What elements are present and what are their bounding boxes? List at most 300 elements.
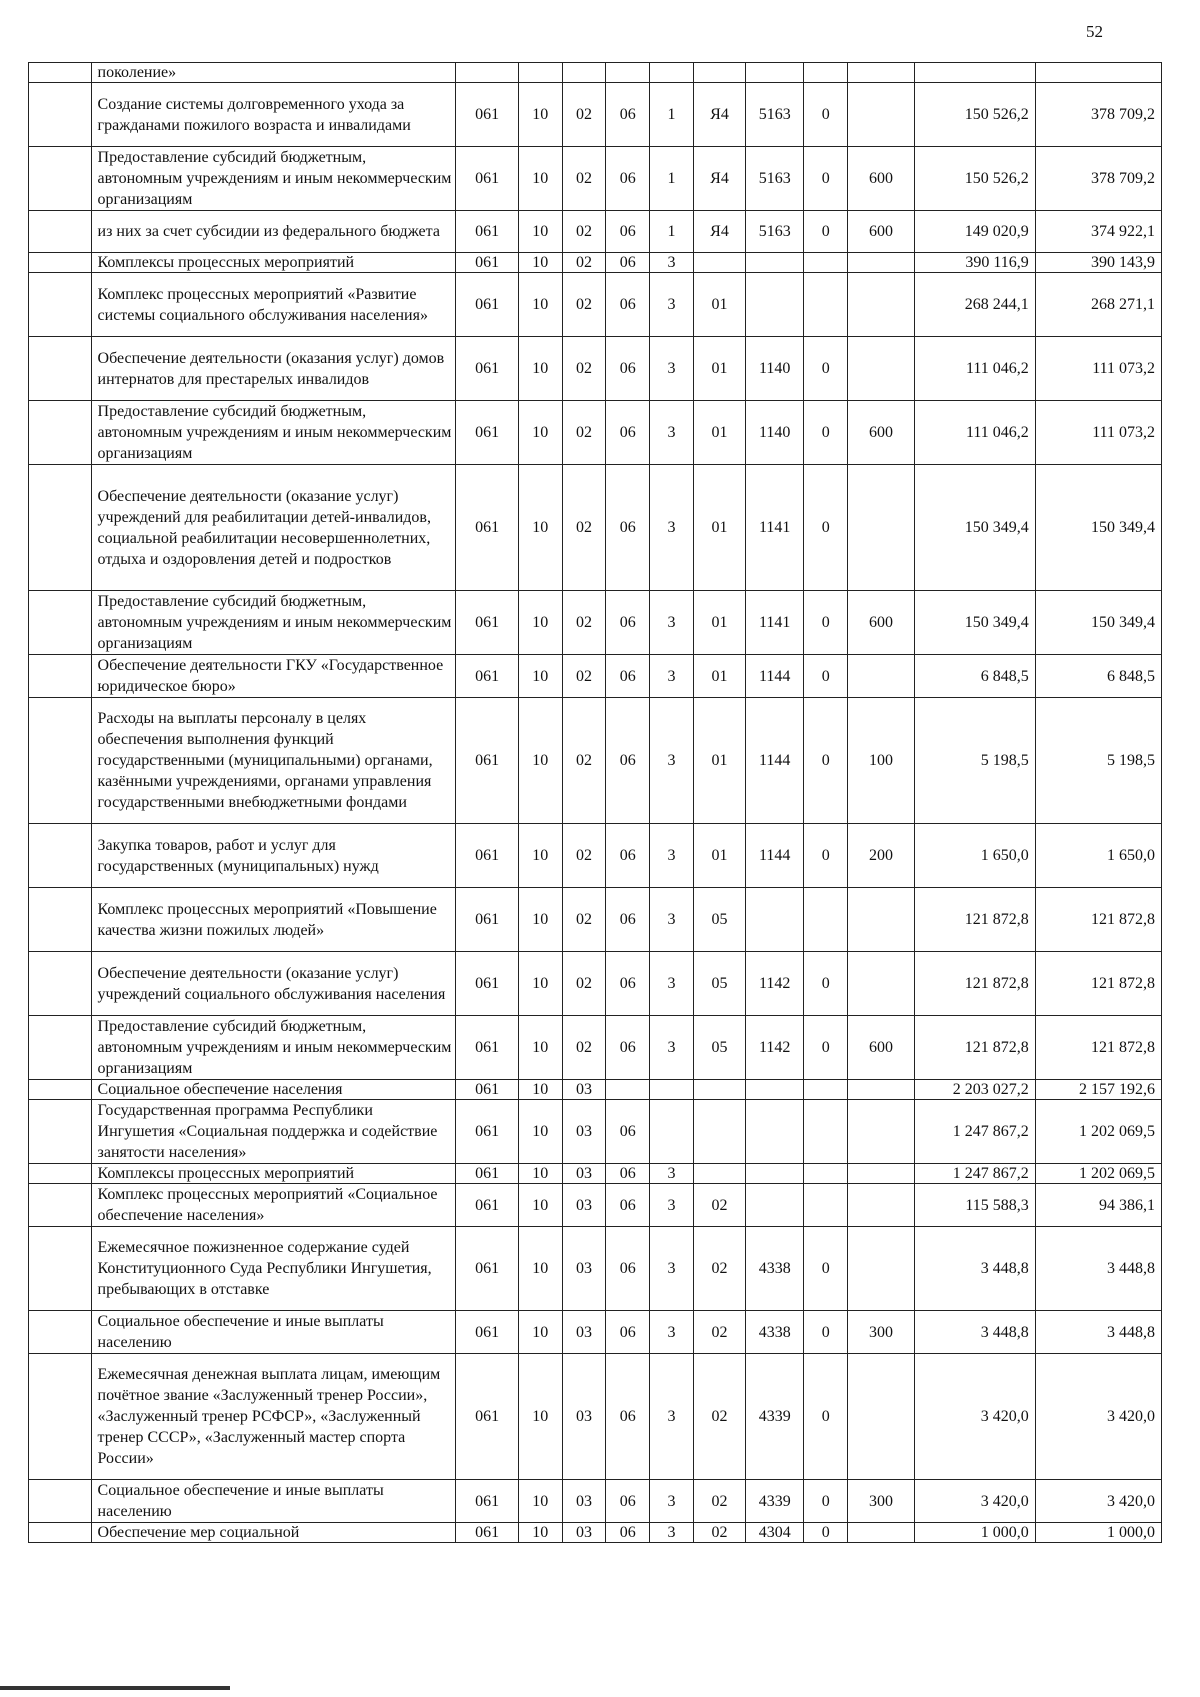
code-cell-c7: 1144 <box>746 655 804 698</box>
code-cell-c6: 02 <box>693 1227 745 1311</box>
code-cell-c8 <box>804 63 848 83</box>
table-row <box>29 1100 1162 1164</box>
row-blank-cell <box>29 1016 92 1080</box>
code-cell-c6: 01 <box>693 698 745 824</box>
code-cell-c1: 061 <box>456 1016 519 1080</box>
code-cell-c2: 10 <box>518 1480 562 1523</box>
code-cell-c9: 600 <box>848 401 915 465</box>
table-row <box>29 401 1162 465</box>
code-cell-c4: 06 <box>606 698 650 824</box>
code-cell-c4: 06 <box>606 655 650 698</box>
code-cell-c5: 3 <box>650 401 694 465</box>
code-cell-c4: 06 <box>606 253 650 273</box>
code-cell-c5 <box>650 1100 694 1164</box>
code-cell-c4: 06 <box>606 211 650 253</box>
code-cell-c6 <box>693 63 745 83</box>
row-name-cell: Социальное обеспечение и иные выплаты населению <box>91 1311 456 1354</box>
row-name-cell: Государственная программа Республики Ингушетия «Социальная поддержка и содействие занятости населения» <box>91 1100 456 1164</box>
code-cell-c9 <box>848 1184 915 1227</box>
row-name-cell: Ежемесячное пожизненное содержание судей Конституционного Суда Республики Ингушетия, пребывающих в отставке <box>91 1227 456 1311</box>
code-cell-c6: Я4 <box>693 83 745 147</box>
code-cell-c1: 061 <box>456 1523 519 1543</box>
code-cell-c7 <box>746 1164 804 1184</box>
code-cell-c3: 02 <box>562 465 606 591</box>
code-cell-c3: 02 <box>562 273 606 337</box>
row-blank-cell <box>29 1100 92 1164</box>
code-cell-c1: 061 <box>456 147 519 211</box>
code-cell-c3: 03 <box>562 1164 606 1184</box>
code-cell-c9 <box>848 83 915 147</box>
row-name-cell: поколение» <box>91 63 456 83</box>
row-blank-cell <box>29 1354 92 1480</box>
code-cell-c7: 1141 <box>746 465 804 591</box>
code-cell-c6: 01 <box>693 824 745 888</box>
code-cell-c9 <box>848 655 915 698</box>
code-cell-c5: 3 <box>650 1164 694 1184</box>
row-blank-cell <box>29 952 92 1016</box>
code-cell-c1: 061 <box>456 273 519 337</box>
amount-cell-year1: 390 116,9 <box>914 253 1035 273</box>
code-cell-c1: 061 <box>456 1311 519 1354</box>
amount-cell-year2: 3 448,8 <box>1035 1227 1161 1311</box>
code-cell-c9: 600 <box>848 211 915 253</box>
amount-cell-year2: 6 848,5 <box>1035 655 1161 698</box>
code-cell-c5: 3 <box>650 591 694 655</box>
code-cell-c7: 1144 <box>746 824 804 888</box>
code-cell-c5: 3 <box>650 1227 694 1311</box>
code-cell-c5: 3 <box>650 253 694 273</box>
code-cell-c8: 0 <box>804 1311 848 1354</box>
code-cell-c3: 02 <box>562 824 606 888</box>
code-cell-c5: 3 <box>650 1311 694 1354</box>
row-name-cell: Обеспечение деятельности (оказания услуг) домов интернатов для престарелых инвалидов <box>91 337 456 401</box>
row-name-cell: Социальное обеспечение населения <box>91 1080 456 1100</box>
code-cell-c8 <box>804 1100 848 1164</box>
code-cell-c9: 600 <box>848 591 915 655</box>
code-cell-c9: 600 <box>848 147 915 211</box>
code-cell-c8 <box>804 1164 848 1184</box>
row-blank-cell <box>29 273 92 337</box>
code-cell-c5: 3 <box>650 698 694 824</box>
code-cell-c2: 10 <box>518 888 562 952</box>
amount-cell-year1: 1 247 867,2 <box>914 1100 1035 1164</box>
amount-cell-year2: 1 202 069,5 <box>1035 1164 1161 1184</box>
code-cell-c1: 061 <box>456 824 519 888</box>
code-cell-c9 <box>848 253 915 273</box>
code-cell-c4: 06 <box>606 147 650 211</box>
code-cell-c9 <box>848 337 915 401</box>
table-row <box>29 211 1162 253</box>
row-name-cell: Социальное обеспечение и иные выплаты населению <box>91 1480 456 1523</box>
code-cell-c2: 10 <box>518 1227 562 1311</box>
code-cell-c6: Я4 <box>693 147 745 211</box>
row-blank-cell <box>29 211 92 253</box>
code-cell-c2: 10 <box>518 1311 562 1354</box>
code-cell-c2: 10 <box>518 1080 562 1100</box>
code-cell-c1: 061 <box>456 655 519 698</box>
code-cell-c7: 4339 <box>746 1480 804 1523</box>
amount-cell-year1: 1 247 867,2 <box>914 1164 1035 1184</box>
code-cell-c4: 06 <box>606 1016 650 1080</box>
amount-cell-year2: 150 349,4 <box>1035 465 1161 591</box>
code-cell-c7: 5163 <box>746 211 804 253</box>
budget-table <box>28 62 1162 1543</box>
row-blank-cell <box>29 888 92 952</box>
code-cell-c4: 06 <box>606 888 650 952</box>
code-cell-c3: 02 <box>562 253 606 273</box>
amount-cell-year1: 3 448,8 <box>914 1311 1035 1354</box>
code-cell-c7 <box>746 63 804 83</box>
code-cell-c7 <box>746 1080 804 1100</box>
code-cell-c6: 01 <box>693 465 745 591</box>
row-blank-cell <box>29 401 92 465</box>
amount-cell-year2: 121 872,8 <box>1035 952 1161 1016</box>
row-blank-cell <box>29 63 92 83</box>
amount-cell-year1: 2 203 027,2 <box>914 1080 1035 1100</box>
code-cell-c7: 1140 <box>746 337 804 401</box>
code-cell-c7: 4339 <box>746 1354 804 1480</box>
code-cell-c5: 1 <box>650 211 694 253</box>
amount-cell-year1: 115 588,3 <box>914 1184 1035 1227</box>
code-cell-c1: 061 <box>456 1354 519 1480</box>
amount-cell-year2: 378 709,2 <box>1035 83 1161 147</box>
code-cell-c1: 061 <box>456 1184 519 1227</box>
code-cell-c7: 4304 <box>746 1523 804 1543</box>
code-cell-c6: 01 <box>693 273 745 337</box>
table-row <box>29 1227 1162 1311</box>
row-blank-cell <box>29 1311 92 1354</box>
code-cell-c6 <box>693 253 745 273</box>
code-cell-c3: 02 <box>562 147 606 211</box>
code-cell-c2: 10 <box>518 1164 562 1184</box>
code-cell-c1: 061 <box>456 401 519 465</box>
code-cell-c9 <box>848 63 915 83</box>
code-cell-c9: 200 <box>848 824 915 888</box>
code-cell-c9 <box>848 1080 915 1100</box>
code-cell-c2: 10 <box>518 465 562 591</box>
code-cell-c6: 02 <box>693 1354 745 1480</box>
code-cell-c5: 1 <box>650 147 694 211</box>
row-name-cell: Комплекс процессных мероприятий «Социальное обеспечение населения» <box>91 1184 456 1227</box>
code-cell-c8: 0 <box>804 337 848 401</box>
code-cell-c8: 0 <box>804 591 848 655</box>
code-cell-c5: 3 <box>650 888 694 952</box>
code-cell-c6: Я4 <box>693 211 745 253</box>
code-cell-c4: 06 <box>606 1100 650 1164</box>
code-cell-c2: 10 <box>518 698 562 824</box>
code-cell-c4: 06 <box>606 1311 650 1354</box>
code-cell-c8: 0 <box>804 83 848 147</box>
code-cell-c8: 0 <box>804 1016 848 1080</box>
amount-cell-year1: 121 872,8 <box>914 1016 1035 1080</box>
code-cell-c4: 06 <box>606 952 650 1016</box>
code-cell-c9: 100 <box>848 698 915 824</box>
table-row <box>29 824 1162 888</box>
code-cell-c9 <box>848 1354 915 1480</box>
code-cell-c1: 061 <box>456 698 519 824</box>
amount-cell-year2: 374 922,1 <box>1035 211 1161 253</box>
amount-cell-year1: 150 349,4 <box>914 591 1035 655</box>
code-cell-c9: 300 <box>848 1480 915 1523</box>
code-cell-c2: 10 <box>518 1100 562 1164</box>
code-cell-c1: 061 <box>456 888 519 952</box>
code-cell-c9 <box>848 888 915 952</box>
code-cell-c4: 06 <box>606 591 650 655</box>
amount-cell-year2: 268 271,1 <box>1035 273 1161 337</box>
scan-artifact-line <box>0 1686 230 1690</box>
table-row <box>29 888 1162 952</box>
code-cell-c4: 06 <box>606 1354 650 1480</box>
row-blank-cell <box>29 1184 92 1227</box>
code-cell-c5: 3 <box>650 824 694 888</box>
row-blank-cell <box>29 83 92 147</box>
code-cell-c9 <box>848 1100 915 1164</box>
amount-cell-year1: 149 020,9 <box>914 211 1035 253</box>
code-cell-c3: 02 <box>562 1016 606 1080</box>
code-cell-c8: 0 <box>804 698 848 824</box>
row-name-cell: Обеспечение деятельности (оказание услуг) учреждений социального обслуживания населения <box>91 952 456 1016</box>
code-cell-c2: 10 <box>518 83 562 147</box>
row-name-cell: Создание системы долговременного ухода за гражданами пожилого возраста и инвалидами <box>91 83 456 147</box>
code-cell-c5: 3 <box>650 1016 694 1080</box>
code-cell-c8 <box>804 1184 848 1227</box>
amount-cell-year1: 6 848,5 <box>914 655 1035 698</box>
row-name-cell: Предоставление субсидий бюджетным, автономным учреждениям и иным некоммерческим организациям <box>91 401 456 465</box>
row-blank-cell <box>29 698 92 824</box>
code-cell-c8 <box>804 888 848 952</box>
code-cell-c4: 06 <box>606 1480 650 1523</box>
code-cell-c6: 05 <box>693 952 745 1016</box>
table-row <box>29 273 1162 337</box>
code-cell-c2: 10 <box>518 147 562 211</box>
code-cell-c4 <box>606 63 650 83</box>
code-cell-c9 <box>848 952 915 1016</box>
table-row <box>29 591 1162 655</box>
code-cell-c5: 3 <box>650 655 694 698</box>
code-cell-c8 <box>804 1080 848 1100</box>
code-cell-c7 <box>746 273 804 337</box>
code-cell-c5: 3 <box>650 1480 694 1523</box>
row-name-cell: Комплексы процессных мероприятий <box>91 253 456 273</box>
code-cell-c6: 01 <box>693 337 745 401</box>
code-cell-c8 <box>804 253 848 273</box>
amount-cell-year2: 1 650,0 <box>1035 824 1161 888</box>
code-cell-c4: 06 <box>606 401 650 465</box>
table-row <box>29 83 1162 147</box>
code-cell-c7: 1144 <box>746 698 804 824</box>
code-cell-c2: 10 <box>518 1523 562 1543</box>
code-cell-c2: 10 <box>518 1016 562 1080</box>
code-cell-c7: 4338 <box>746 1227 804 1311</box>
code-cell-c6: 02 <box>693 1311 745 1354</box>
code-cell-c3: 03 <box>562 1480 606 1523</box>
code-cell-c3: 03 <box>562 1080 606 1100</box>
row-blank-cell <box>29 1480 92 1523</box>
code-cell-c3: 03 <box>562 1100 606 1164</box>
code-cell-c8 <box>804 273 848 337</box>
amount-cell-year1: 3 448,8 <box>914 1227 1035 1311</box>
row-blank-cell <box>29 1164 92 1184</box>
amount-cell-year1: 121 872,8 <box>914 888 1035 952</box>
code-cell-c2: 10 <box>518 337 562 401</box>
code-cell-c8: 0 <box>804 211 848 253</box>
amount-cell-year1: 268 244,1 <box>914 273 1035 337</box>
code-cell-c7: 1141 <box>746 591 804 655</box>
code-cell-c9 <box>848 1164 915 1184</box>
table-row <box>29 147 1162 211</box>
table-row <box>29 253 1162 273</box>
code-cell-c1: 061 <box>456 337 519 401</box>
amount-cell-year2: 2 157 192,6 <box>1035 1080 1161 1100</box>
code-cell-c2: 10 <box>518 401 562 465</box>
code-cell-c1 <box>456 63 519 83</box>
code-cell-c6 <box>693 1080 745 1100</box>
amount-cell-year2 <box>1035 63 1161 83</box>
row-name-cell: Комплекс процессных мероприятий «Развитие системы социального обслуживания населения» <box>91 273 456 337</box>
row-blank-cell <box>29 655 92 698</box>
row-name-cell: Комплекс процессных мероприятий «Повышение качества жизни пожилых людей» <box>91 888 456 952</box>
code-cell-c5: 3 <box>650 1184 694 1227</box>
table-row <box>29 337 1162 401</box>
code-cell-c8: 0 <box>804 824 848 888</box>
amount-cell-year2: 3 420,0 <box>1035 1354 1161 1480</box>
code-cell-c3: 02 <box>562 211 606 253</box>
code-cell-c3: 03 <box>562 1184 606 1227</box>
row-name-cell: Закупка товаров, работ и услуг для государственных (муниципальных) нужд <box>91 824 456 888</box>
code-cell-c9 <box>848 465 915 591</box>
code-cell-c7: 1142 <box>746 1016 804 1080</box>
code-cell-c8: 0 <box>804 401 848 465</box>
amount-cell-year2: 1 202 069,5 <box>1035 1100 1161 1164</box>
code-cell-c2: 10 <box>518 1184 562 1227</box>
code-cell-c1: 061 <box>456 465 519 591</box>
table-row <box>29 952 1162 1016</box>
code-cell-c6: 01 <box>693 591 745 655</box>
amount-cell-year1: 121 872,8 <box>914 952 1035 1016</box>
code-cell-c8: 0 <box>804 147 848 211</box>
table-row <box>29 63 1162 83</box>
code-cell-c4: 06 <box>606 83 650 147</box>
amount-cell-year1: 1 000,0 <box>914 1523 1035 1543</box>
code-cell-c4: 06 <box>606 1184 650 1227</box>
code-cell-c9 <box>848 273 915 337</box>
row-blank-cell <box>29 465 92 591</box>
page-number: 52 <box>1086 22 1103 41</box>
code-cell-c4: 06 <box>606 273 650 337</box>
amount-cell-year2: 111 073,2 <box>1035 401 1161 465</box>
code-cell-c7: 5163 <box>746 83 804 147</box>
code-cell-c1: 061 <box>456 591 519 655</box>
amount-cell-year2: 121 872,8 <box>1035 1016 1161 1080</box>
code-cell-c2: 10 <box>518 655 562 698</box>
code-cell-c8: 0 <box>804 1227 848 1311</box>
code-cell-c4: 06 <box>606 465 650 591</box>
row-blank-cell <box>29 591 92 655</box>
code-cell-c9 <box>848 1227 915 1311</box>
row-blank-cell <box>29 253 92 273</box>
table-row <box>29 1311 1162 1354</box>
amount-cell-year2: 390 143,9 <box>1035 253 1161 273</box>
row-blank-cell <box>29 824 92 888</box>
code-cell-c2: 10 <box>518 211 562 253</box>
amount-cell-year1: 3 420,0 <box>914 1354 1035 1480</box>
code-cell-c6 <box>693 1100 745 1164</box>
table-row <box>29 1354 1162 1480</box>
amount-cell-year2: 5 198,5 <box>1035 698 1161 824</box>
row-name-cell: из них за счет субсидии из федерального бюджета <box>91 211 456 253</box>
code-cell-c7 <box>746 888 804 952</box>
code-cell-c5: 3 <box>650 952 694 1016</box>
code-cell-c1: 061 <box>456 253 519 273</box>
code-cell-c1: 061 <box>456 1100 519 1164</box>
code-cell-c6 <box>693 1164 745 1184</box>
code-cell-c4: 06 <box>606 1227 650 1311</box>
amount-cell-year1 <box>914 63 1035 83</box>
code-cell-c3: 03 <box>562 1523 606 1543</box>
code-cell-c5: 3 <box>650 273 694 337</box>
code-cell-c6: 02 <box>693 1523 745 1543</box>
row-name-cell: Предоставление субсидий бюджетным, автономным учреждениям и иным некоммерческим организациям <box>91 591 456 655</box>
code-cell-c3: 02 <box>562 591 606 655</box>
amount-cell-year2: 3 420,0 <box>1035 1480 1161 1523</box>
amount-cell-year1: 150 349,4 <box>914 465 1035 591</box>
row-name-cell: Комплексы процессных мероприятий <box>91 1164 456 1184</box>
row-name-cell: Обеспечение деятельности (оказание услуг) учреждений для реабилитации детей-инвалидов, социальной реабилитации несовершеннолетних, отдыха и оздоровления детей и подростков <box>91 465 456 591</box>
amount-cell-year2: 3 448,8 <box>1035 1311 1161 1354</box>
code-cell-c5: 3 <box>650 337 694 401</box>
code-cell-c3: 02 <box>562 401 606 465</box>
code-cell-c2: 10 <box>518 253 562 273</box>
code-cell-c9 <box>848 1523 915 1543</box>
row-name-cell: Обеспечение деятельности ГКУ «Государственное юридическое бюро» <box>91 655 456 698</box>
row-name-cell: Обеспечение мер социальной <box>91 1523 456 1543</box>
code-cell-c4 <box>606 1080 650 1100</box>
code-cell-c2 <box>518 63 562 83</box>
amount-cell-year2: 121 872,8 <box>1035 888 1161 952</box>
code-cell-c6: 01 <box>693 655 745 698</box>
amount-cell-year1: 150 526,2 <box>914 83 1035 147</box>
amount-cell-year1: 111 046,2 <box>914 337 1035 401</box>
amount-cell-year1: 5 198,5 <box>914 698 1035 824</box>
code-cell-c4: 06 <box>606 1523 650 1543</box>
table-row <box>29 465 1162 591</box>
code-cell-c6: 05 <box>693 1016 745 1080</box>
code-cell-c4: 06 <box>606 1164 650 1184</box>
code-cell-c2: 10 <box>518 824 562 888</box>
row-blank-cell <box>29 147 92 211</box>
code-cell-c5: 3 <box>650 1523 694 1543</box>
row-name-cell: Предоставление субсидий бюджетным, автономным учреждениям и иным некоммерческим организациям <box>91 147 456 211</box>
row-name-cell: Ежемесячная денежная выплата лицам, имеющим почётное звание «Заслуженный тренер России», «Заслуженный тренер РСФСР», «Заслуженный тренер СССР», «Заслуженный мастер спорта России» <box>91 1354 456 1480</box>
code-cell-c9: 600 <box>848 1016 915 1080</box>
table-row <box>29 1184 1162 1227</box>
code-cell-c4: 06 <box>606 337 650 401</box>
code-cell-c7: 5163 <box>746 147 804 211</box>
code-cell-c5: 3 <box>650 1354 694 1480</box>
table-row <box>29 1480 1162 1523</box>
code-cell-c5 <box>650 63 694 83</box>
amount-cell-year1: 1 650,0 <box>914 824 1035 888</box>
row-blank-cell <box>29 337 92 401</box>
code-cell-c7: 4338 <box>746 1311 804 1354</box>
table-row <box>29 698 1162 824</box>
code-cell-c5: 1 <box>650 83 694 147</box>
code-cell-c3: 03 <box>562 1354 606 1480</box>
code-cell-c7 <box>746 253 804 273</box>
code-cell-c5: 3 <box>650 465 694 591</box>
amount-cell-year2: 94 386,1 <box>1035 1184 1161 1227</box>
code-cell-c6: 01 <box>693 401 745 465</box>
